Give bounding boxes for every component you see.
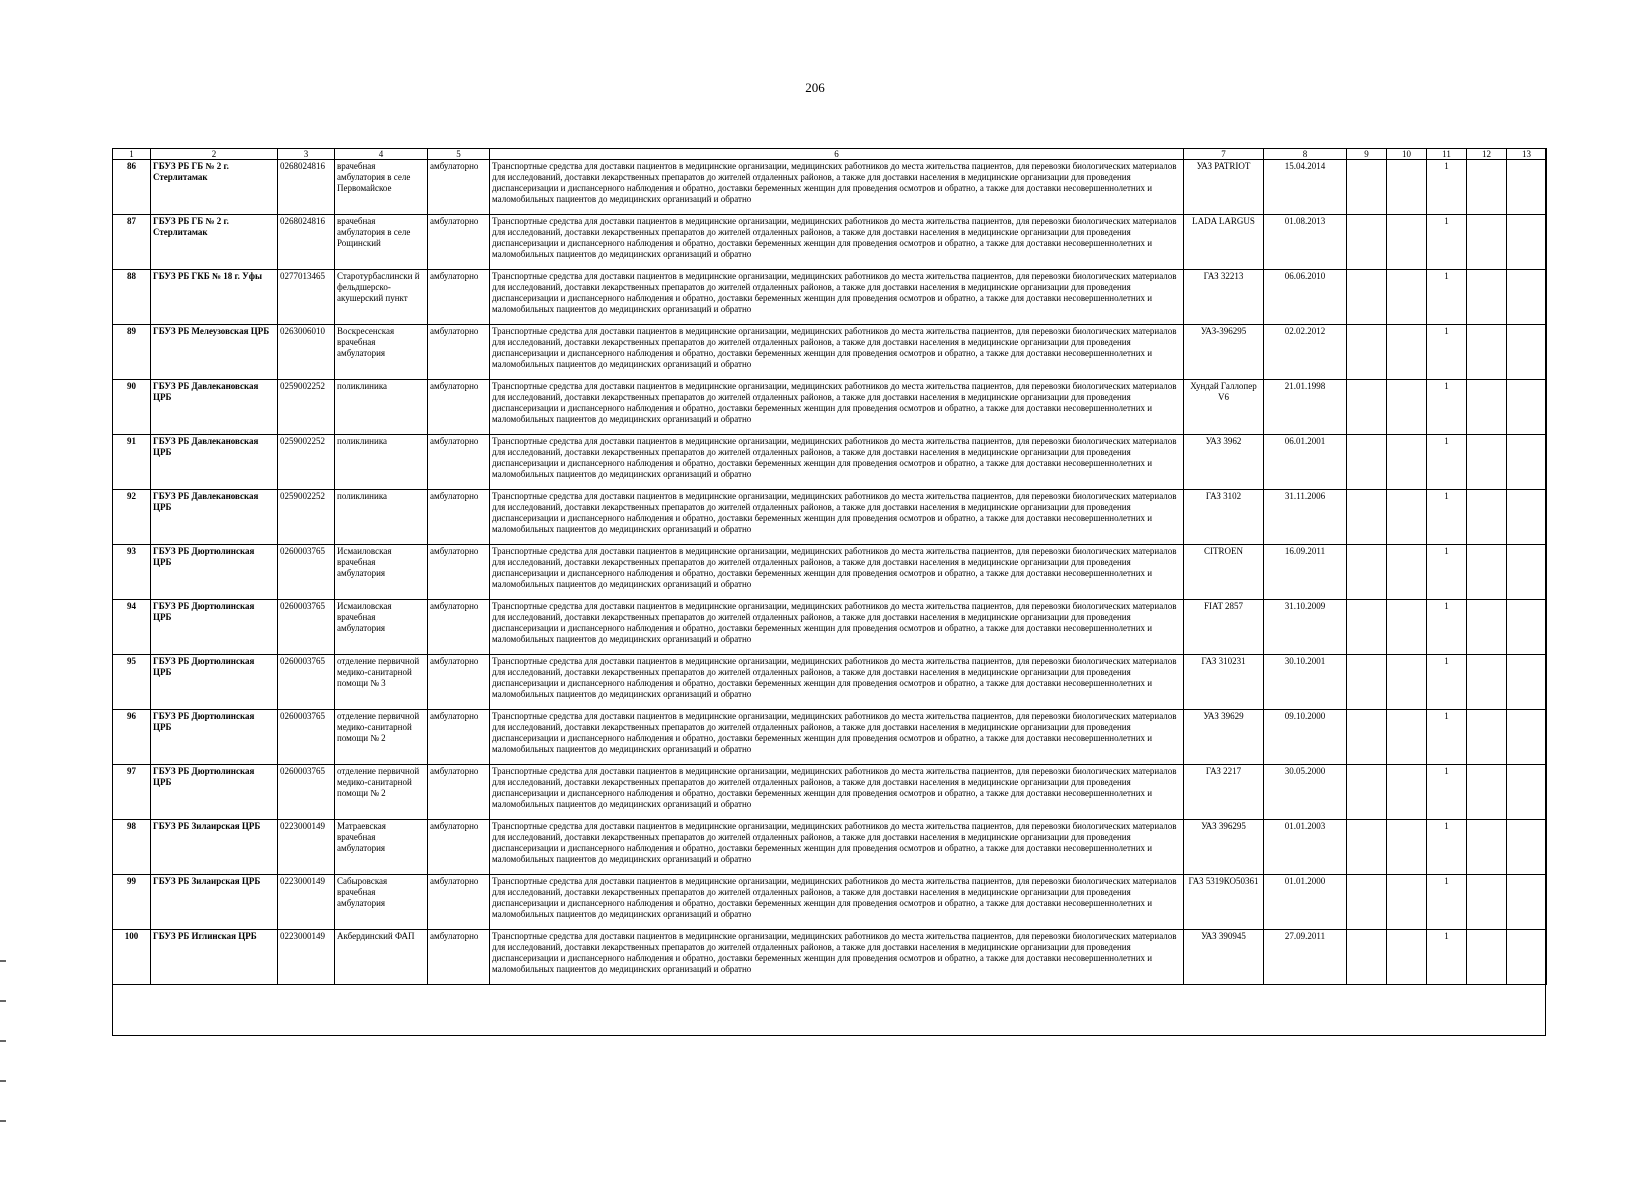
unit-name: Матраевская врачебная амбулатория <box>335 820 428 875</box>
vehicle-model: CITROEN <box>1184 545 1264 600</box>
vehicle-purpose: Транспортные средства для доставки пациентов в медицинские организации, медицинских работников до места жительства пациентов, для перевозки биологических материалов для исследований, доставки лекарственных препаратов до жителей отдаленных районов, а также для доставки населения в медицинские организации для проведения диспансеризации и диспансерного наблюдения и обратно, доставки беременных женщин для проведения осмотров и обратно, а также для доставки несовершеннолетних и маломобильных пациентов до медицинских организаций и обратно <box>490 435 1184 490</box>
unit-name: Акбердинский ФАП <box>335 930 428 985</box>
registration-date: 01.01.2003 <box>1264 820 1347 875</box>
registration-date: 16.09.2011 <box>1264 545 1347 600</box>
unit-name: Воскресенская врачебная амбулатория <box>335 325 428 380</box>
col-12-value <box>1467 325 1507 380</box>
col-9-value <box>1347 545 1387 600</box>
unit-name: Исмаиловская врачебная амбулатория <box>335 600 428 655</box>
column-header-6: 6 <box>490 149 1184 160</box>
col-11-value: 1 <box>1427 875 1467 930</box>
care-mode: амбулаторно <box>428 600 490 655</box>
col-11-value: 1 <box>1427 600 1467 655</box>
unit-name: отделение первичной медико-санитарной помощи № 3 <box>335 655 428 710</box>
col-11-value: 1 <box>1427 490 1467 545</box>
organization-name: ГБУЗ РБ Давлекановская ЦРБ <box>151 490 278 545</box>
col-13-value <box>1507 380 1547 435</box>
table-row <box>113 600 1547 655</box>
registration-date: 31.11.2006 <box>1264 490 1347 545</box>
page-number: 206 <box>805 80 825 95</box>
col-12-value <box>1467 930 1507 985</box>
care-mode: амбулаторно <box>428 875 490 930</box>
registration-date: 09.10.2000 <box>1264 710 1347 765</box>
unit-name: врачебная амбулатория в селе Рощинский <box>335 215 428 270</box>
care-mode: амбулаторно <box>428 655 490 710</box>
care-mode: амбулаторно <box>428 380 490 435</box>
col-11-value: 1 <box>1427 435 1467 490</box>
registration-date: 01.08.2013 <box>1264 215 1347 270</box>
care-mode: амбулаторно <box>428 160 490 215</box>
vehicle-model: LADA LARGUS <box>1184 215 1264 270</box>
vehicle-model: ГАЗ 310231 <box>1184 655 1264 710</box>
table-row <box>113 655 1547 710</box>
col-10-value <box>1387 820 1427 875</box>
col-10-value <box>1387 600 1427 655</box>
registration-date: 30.10.2001 <box>1264 655 1347 710</box>
care-mode: амбулаторно <box>428 820 490 875</box>
column-header-5: 5 <box>428 149 490 160</box>
inn-code: 0268024816 <box>278 160 335 215</box>
vehicle-model: УАЗ 390945 <box>1184 930 1264 985</box>
col-12-value <box>1467 215 1507 270</box>
column-header-11: 11 <box>1427 149 1467 160</box>
col-13-value <box>1507 710 1547 765</box>
col-11-value: 1 <box>1427 710 1467 765</box>
vehicle-purpose: Транспортные средства для доставки пациентов в медицинские организации, медицинских работников до места жительства пациентов, для перевозки биологических материалов для исследований, доставки лекарственных препаратов до жителей отдаленных районов, а также для доставки населения в медицинские организации для проведения диспансеризации и диспансерного наблюдения и обратно, доставки беременных женщин для проведения осмотров и обратно, а также для доставки несовершеннолетних и маломобильных пациентов до медицинских организаций и обратно <box>490 270 1184 325</box>
column-header-2: 2 <box>151 149 278 160</box>
organization-name: ГБУЗ РБ Дюртюлинская ЦРБ <box>151 600 278 655</box>
column-header-13: 13 <box>1507 149 1547 160</box>
organization-name: ГБУЗ РБ Дюртюлинская ЦРБ <box>151 710 278 765</box>
table-row <box>113 380 1547 435</box>
col-13-value <box>1507 270 1547 325</box>
col-10-value <box>1387 765 1427 820</box>
organization-name: ГБУЗ РБ ГБ № 2 г. Стерлитамак <box>151 215 278 270</box>
inn-code: 0223000149 <box>278 930 335 985</box>
care-mode: амбулаторно <box>428 490 490 545</box>
row-number: 91 <box>113 435 151 490</box>
vehicle-model: FIAT 2857 <box>1184 600 1264 655</box>
col-11-value: 1 <box>1427 655 1467 710</box>
registration-date: 27.09.2011 <box>1264 930 1347 985</box>
col-10-value <box>1387 930 1427 985</box>
table-row <box>113 215 1547 270</box>
care-mode: амбулаторно <box>428 930 490 985</box>
col-11-value: 1 <box>1427 820 1467 875</box>
row-number: 94 <box>113 600 151 655</box>
organization-name: ГБУЗ РБ Зилаирская ЦРБ <box>151 820 278 875</box>
col-12-value <box>1467 710 1507 765</box>
header-row <box>113 149 1547 160</box>
care-mode: амбулаторно <box>428 215 490 270</box>
vehicle-purpose: Транспортные средства для доставки пациентов в медицинские организации, медицинских работников до места жительства пациентов, для перевозки биологических материалов для исследований, доставки лекарственных препаратов до жителей отдаленных районов, а также для доставки населения в медицинские организации для проведения диспансеризации и диспансерного наблюдения и обратно, доставки беременных женщин для проведения осмотров и обратно, а также для доставки несовершеннолетних и маломобильных пациентов до медицинских организаций и обратно <box>490 160 1184 215</box>
inn-code: 0223000149 <box>278 875 335 930</box>
col-9-value <box>1347 325 1387 380</box>
organization-name: ГБУЗ РБ Давлекановская ЦРБ <box>151 435 278 490</box>
unit-name: отделение первичной медико-санитарной помощи № 2 <box>335 710 428 765</box>
vehicle-model: ГАЗ 32213 <box>1184 270 1264 325</box>
vehicle-purpose: Транспортные средства для доставки пациентов в медицинские организации, медицинских работников до места жительства пациентов, для перевозки биологических материалов для исследований, доставки лекарственных препаратов до жителей отдаленных районов, а также для доставки населения в медицинские организации для проведения диспансеризации и диспансерного наблюдения и обратно, доставки беременных женщин для проведения осмотров и обратно, а также для доставки несовершеннолетних и маломобильных пациентов до медицинских организаций и обратно <box>490 875 1184 930</box>
scan-edge-mark <box>0 960 6 962</box>
table-row <box>113 820 1547 875</box>
col-9-value <box>1347 655 1387 710</box>
table-row <box>113 160 1547 215</box>
row-number: 97 <box>113 765 151 820</box>
inn-code: 0260003765 <box>278 600 335 655</box>
table-row <box>113 930 1547 985</box>
registration-date: 21.01.1998 <box>1264 380 1347 435</box>
inn-code: 0268024816 <box>278 215 335 270</box>
col-11-value: 1 <box>1427 765 1467 820</box>
registration-date: 15.04.2014 <box>1264 160 1347 215</box>
vehicle-registry-table <box>112 148 1547 985</box>
col-13-value <box>1507 160 1547 215</box>
vehicle-purpose: Транспортные средства для доставки пациентов в медицинские организации, медицинских работников до места жительства пациентов, для перевозки биологических материалов для исследований, доставки лекарственных препаратов до жителей отдаленных районов, а также для доставки населения в медицинские организации для проведения диспансеризации и диспансерного наблюдения и обратно, доставки беременных женщин для проведения осмотров и обратно, а также для доставки несовершеннолетних и маломобильных пациентов до медицинских организаций и обратно <box>490 600 1184 655</box>
care-mode: амбулаторно <box>428 545 490 600</box>
row-number: 86 <box>113 160 151 215</box>
inn-code: 0277013465 <box>278 270 335 325</box>
row-number: 95 <box>113 655 151 710</box>
col-11-value: 1 <box>1427 215 1467 270</box>
vehicle-purpose: Транспортные средства для доставки пациентов в медицинские организации, медицинских работников до места жительства пациентов, для перевозки биологических материалов для исследований, доставки лекарственных препаратов до жителей отдаленных районов, а также для доставки населения в медицинские организации для проведения диспансеризации и диспансерного наблюдения и обратно, доставки беременных женщин для проведения осмотров и обратно, а также для доставки несовершеннолетних и маломобильных пациентов до медицинских организаций и обратно <box>490 765 1184 820</box>
registration-date: 30.05.2000 <box>1264 765 1347 820</box>
col-9-value <box>1347 270 1387 325</box>
care-mode: амбулаторно <box>428 435 490 490</box>
col-10-value <box>1387 325 1427 380</box>
scan-edge-mark <box>0 1040 6 1042</box>
col-12-value <box>1467 380 1507 435</box>
table-row <box>113 765 1547 820</box>
inn-code: 0260003765 <box>278 655 335 710</box>
col-12-value <box>1467 545 1507 600</box>
col-13-value <box>1507 325 1547 380</box>
registration-date: 06.06.2010 <box>1264 270 1347 325</box>
row-number: 90 <box>113 380 151 435</box>
vehicle-purpose: Транспортные средства для доставки пациентов в медицинские организации, медицинских работников до места жительства пациентов, для перевозки биологических материалов для исследований, доставки лекарственных препаратов до жителей отдаленных районов, а также для доставки населения в медицинские организации для проведения диспансеризации и диспансерного наблюдения и обратно, доставки беременных женщин для проведения осмотров и обратно, а также для доставки несовершеннолетних и маломобильных пациентов до медицинских организаций и обратно <box>490 490 1184 545</box>
care-mode: амбулаторно <box>428 270 490 325</box>
column-header-7: 7 <box>1184 149 1264 160</box>
vehicle-model: УАЗ 3962 <box>1184 435 1264 490</box>
col-9-value <box>1347 380 1387 435</box>
organization-name: ГБУЗ РБ Дюртюлинская ЦРБ <box>151 655 278 710</box>
col-13-value <box>1507 820 1547 875</box>
inn-code: 0263006010 <box>278 325 335 380</box>
col-9-value <box>1347 160 1387 215</box>
col-9-value <box>1347 710 1387 765</box>
unit-name: отделение первичной медико-санитарной помощи № 2 <box>335 765 428 820</box>
col-10-value <box>1387 490 1427 545</box>
table-row <box>113 545 1547 600</box>
col-11-value: 1 <box>1427 930 1467 985</box>
col-9-value <box>1347 765 1387 820</box>
vehicle-model: ГАЗ 2217 <box>1184 765 1264 820</box>
table-row <box>113 875 1547 930</box>
col-12-value <box>1467 655 1507 710</box>
column-header-8: 8 <box>1264 149 1347 160</box>
unit-name: Исмаиловская врачебная амбулатория <box>335 545 428 600</box>
care-mode: амбулаторно <box>428 710 490 765</box>
unit-name: Сабыровская врачебная амбулатория <box>335 875 428 930</box>
inn-code: 0260003765 <box>278 710 335 765</box>
vehicle-purpose: Транспортные средства для доставки пациентов в медицинские организации, медицинских работников до места жительства пациентов, для перевозки биологических материалов для исследований, доставки лекарственных препаратов до жителей отдаленных районов, а также для доставки населения в медицинские организации для проведения диспансеризации и диспансерного наблюдения и обратно, доставки беременных женщин для проведения осмотров и обратно, а также для доставки несовершеннолетних и маломобильных пациентов до медицинских организаций и обратно <box>490 380 1184 435</box>
col-13-value <box>1507 930 1547 985</box>
table-body <box>113 160 1547 985</box>
organization-name: ГБУЗ РБ Мелеузовская ЦРБ <box>151 325 278 380</box>
vehicle-model: ГАЗ 5319КО50361 <box>1184 875 1264 930</box>
col-12-value <box>1467 600 1507 655</box>
organization-name: ГБУЗ РБ Давлекановская ЦРБ <box>151 380 278 435</box>
registration-date: 01.01.2000 <box>1264 875 1347 930</box>
col-13-value <box>1507 600 1547 655</box>
col-12-value <box>1467 160 1507 215</box>
organization-name: ГБУЗ РБ Иглинская ЦРБ <box>151 930 278 985</box>
inn-code: 0259002252 <box>278 490 335 545</box>
row-number: 87 <box>113 215 151 270</box>
row-number: 98 <box>113 820 151 875</box>
inn-code: 0259002252 <box>278 380 335 435</box>
vehicle-purpose: Транспортные средства для доставки пациентов в медицинские организации, медицинских работников до места жительства пациентов, для перевозки биологических материалов для исследований, доставки лекарственных препаратов до жителей отдаленных районов, а также для доставки населения в медицинские организации для проведения диспансеризации и диспансерного наблюдения и обратно, доставки беременных женщин для проведения осмотров и обратно, а также для доставки несовершеннолетних и маломобильных пациентов до медицинских организаций и обратно <box>490 820 1184 875</box>
table-row <box>113 710 1547 765</box>
inn-code: 0259002252 <box>278 435 335 490</box>
organization-name: ГБУЗ РБ ГКБ № 18 г. Уфы <box>151 270 278 325</box>
column-header-12: 12 <box>1467 149 1507 160</box>
table-row <box>113 270 1547 325</box>
vehicle-model: УАЗ-396295 <box>1184 325 1264 380</box>
vehicle-model: УАЗ 39629 <box>1184 710 1264 765</box>
col-9-value <box>1347 435 1387 490</box>
col-11-value: 1 <box>1427 545 1467 600</box>
col-12-value <box>1467 270 1507 325</box>
unit-name: поликлиника <box>335 490 428 545</box>
col-9-value <box>1347 820 1387 875</box>
scan-edge-mark <box>0 1120 6 1122</box>
vehicle-purpose: Транспортные средства для доставки пациентов в медицинские организации, медицинских работников до места жительства пациентов, для перевозки биологических материалов для исследований, доставки лекарственных препаратов до жителей отдаленных районов, а также для доставки населения в медицинские организации для проведения диспансеризации и диспансерного наблюдения и обратно, доставки беременных женщин для проведения осмотров и обратно, а также для доставки несовершеннолетних и маломобильных пациентов до медицинских организаций и обратно <box>490 655 1184 710</box>
col-10-value <box>1387 655 1427 710</box>
col-10-value <box>1387 380 1427 435</box>
vehicle-purpose: Транспортные средства для доставки пациентов в медицинские организации, медицинских работников до места жительства пациентов, для перевозки биологических материалов для исследований, доставки лекарственных препаратов до жителей отдаленных районов, а также для доставки населения в медицинские организации для проведения диспансеризации и диспансерного наблюдения и обратно, доставки беременных женщин для проведения осмотров и обратно, а также для доставки несовершеннолетних и маломобильных пациентов до медицинских организаций и обратно <box>490 710 1184 765</box>
col-11-value: 1 <box>1427 380 1467 435</box>
table-row <box>113 435 1547 490</box>
row-number: 92 <box>113 490 151 545</box>
row-number: 96 <box>113 710 151 765</box>
col-10-value <box>1387 875 1427 930</box>
registration-date: 31.10.2009 <box>1264 600 1347 655</box>
col-13-value <box>1507 655 1547 710</box>
col-9-value <box>1347 490 1387 545</box>
col-10-value <box>1387 435 1427 490</box>
row-number: 93 <box>113 545 151 600</box>
col-10-value <box>1387 215 1427 270</box>
col-12-value <box>1467 435 1507 490</box>
scan-edge-mark <box>0 1080 6 1082</box>
column-header-4: 4 <box>335 149 428 160</box>
unit-name: поликлиника <box>335 380 428 435</box>
row-number: 99 <box>113 875 151 930</box>
col-11-value: 1 <box>1427 160 1467 215</box>
column-header-3: 3 <box>278 149 335 160</box>
vehicle-purpose: Транспортные средства для доставки пациентов в медицинские организации, медицинских работников до места жительства пациентов, для перевозки биологических материалов для исследований, доставки лекарственных препаратов до жителей отдаленных районов, а также для доставки населения в медицинские организации для проведения диспансеризации и диспансерного наблюдения и обратно, доставки беременных женщин для проведения осмотров и обратно, а также для доставки несовершеннолетних и маломобильных пациентов до медицинских организаций и обратно <box>490 325 1184 380</box>
unit-name: Старотурбаслински й фельдшерско-акушерский пункт <box>335 270 428 325</box>
row-number: 100 <box>113 930 151 985</box>
unit-name: поликлиника <box>335 435 428 490</box>
col-9-value <box>1347 215 1387 270</box>
vehicle-purpose: Транспортные средства для доставки пациентов в медицинские организации, медицинских работников до места жительства пациентов, для перевозки биологических материалов для исследований, доставки лекарственных препаратов до жителей отдаленных районов, а также для доставки населения в медицинские организации для проведения диспансеризации и диспансерного наблюдения и обратно, доставки беременных женщин для проведения осмотров и обратно, а также для доставки несовершеннолетних и маломобильных пациентов до медицинских организаций и обратно <box>490 215 1184 270</box>
vehicle-model: Хундай Галлопер V6 <box>1184 380 1264 435</box>
col-9-value <box>1347 875 1387 930</box>
col-13-value <box>1507 215 1547 270</box>
col-10-value <box>1387 545 1427 600</box>
inn-code: 0223000149 <box>278 820 335 875</box>
col-10-value <box>1387 710 1427 765</box>
vehicle-model: ГАЗ 3102 <box>1184 490 1264 545</box>
col-12-value <box>1467 875 1507 930</box>
table-row <box>113 490 1547 545</box>
col-10-value <box>1387 270 1427 325</box>
vehicle-model: УАЗ 396295 <box>1184 820 1264 875</box>
organization-name: ГБУЗ РБ Дюртюлинская ЦРБ <box>151 545 278 600</box>
organization-name: ГБУЗ РБ Дюртюлинская ЦРБ <box>151 765 278 820</box>
col-13-value <box>1507 435 1547 490</box>
scan-edge-mark <box>0 1000 6 1002</box>
col-13-value <box>1507 875 1547 930</box>
column-header-10: 10 <box>1387 149 1427 160</box>
organization-name: ГБУЗ РБ Зилаирская ЦРБ <box>151 875 278 930</box>
table-header <box>113 149 1547 160</box>
vehicle-model: УАЗ PATRIOT <box>1184 160 1264 215</box>
unit-name: врачебная амбулатория в селе Первомайское <box>335 160 428 215</box>
col-9-value <box>1347 930 1387 985</box>
registration-date: 02.02.2012 <box>1264 325 1347 380</box>
col-9-value <box>1347 600 1387 655</box>
care-mode: амбулаторно <box>428 325 490 380</box>
col-13-value <box>1507 545 1547 600</box>
care-mode: амбулаторно <box>428 765 490 820</box>
col-12-value <box>1467 765 1507 820</box>
table-row <box>113 325 1547 380</box>
column-header-1: 1 <box>113 149 151 160</box>
vehicle-purpose: Транспортные средства для доставки пациентов в медицинские организации, медицинских работников до места жительства пациентов, для перевозки биологических материалов для исследований, доставки лекарственных препаратов до жителей отдаленных районов, а также для доставки населения в медицинские организации для проведения диспансеризации и диспансерного наблюдения и обратно, доставки беременных женщин для проведения осмотров и обратно, а также для доставки несовершеннолетних и маломобильных пациентов до медицинских организаций и обратно <box>490 930 1184 985</box>
row-number: 89 <box>113 325 151 380</box>
col-12-value <box>1467 490 1507 545</box>
col-11-value: 1 <box>1427 270 1467 325</box>
col-13-value <box>1507 490 1547 545</box>
col-10-value <box>1387 160 1427 215</box>
registration-date: 06.01.2001 <box>1264 435 1347 490</box>
col-13-value <box>1507 765 1547 820</box>
inn-code: 0260003765 <box>278 765 335 820</box>
vehicle-purpose: Транспортные средства для доставки пациентов в медицинские организации, медицинских работников до места жительства пациентов, для перевозки биологических материалов для исследований, доставки лекарственных препаратов до жителей отдаленных районов, а также для доставки населения в медицинские организации для проведения диспансеризации и диспансерного наблюдения и обратно, доставки беременных женщин для проведения осмотров и обратно, а также для доставки несовершеннолетних и маломобильных пациентов до медицинских организаций и обратно <box>490 545 1184 600</box>
row-number: 88 <box>113 270 151 325</box>
col-12-value <box>1467 820 1507 875</box>
col-11-value: 1 <box>1427 325 1467 380</box>
organization-name: ГБУЗ РБ ГБ № 2 г. Стерлитамак <box>151 160 278 215</box>
column-header-9: 9 <box>1347 149 1387 160</box>
inn-code: 0260003765 <box>278 545 335 600</box>
